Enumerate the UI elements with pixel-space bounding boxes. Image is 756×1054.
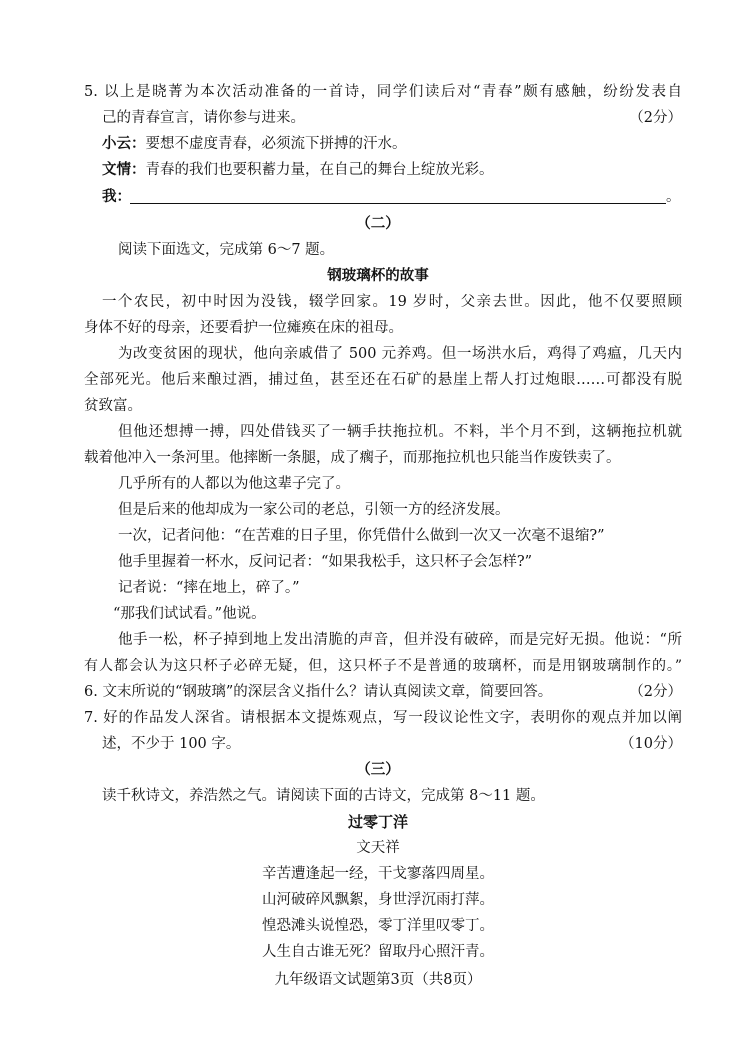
q7b: 述，不少于 100 字。	[102, 736, 241, 752]
article-title: 钢玻璃杯的故事	[327, 268, 429, 284]
poem-line: 惶恐滩头说惶恐，零丁洋里叹零丁。	[262, 918, 494, 934]
p3b: 载着他冲入一条河里。他摔断一条腿，成了瘸子，而那拖拉机也只能当作废铁卖了。	[84, 450, 621, 466]
q6: 6. 文末所说的“钢玻璃”的深层含义指什么？请认真阅读文章，简要回答。	[84, 684, 553, 700]
q5-xiaoyun	[102, 134, 407, 154]
p9: “那我们试试看。”他说。	[113, 606, 266, 622]
section3-heading: （三）	[356, 762, 400, 778]
p10a: 他手一松，杯子掉到地上发出清脆的声音，但并没有破碎，而是完好无损。他说：“所	[118, 632, 682, 648]
p2c: 贫致富。	[84, 398, 142, 414]
wenqing-text: 青春的我们也要积蓄力量，在自己的舞台上绽放光彩。	[145, 162, 494, 178]
poem-line: 辛苦遭逢起一经，干戈寥落四周星。	[262, 866, 494, 882]
me-end: 。	[666, 189, 681, 205]
q6-score: （2分）	[629, 684, 682, 700]
me-label: 我：	[102, 189, 131, 205]
p5: 但是后来的他却成为一家公司的老总，引领一方的经济发展。	[118, 502, 510, 518]
p6: 一次，记者问他：“在苦难的日子里，你凭借什么做到一次又一次毫不退缩?”	[118, 528, 605, 544]
p1b: 身体不好的母亲，还要看护一位瘫痪在床的祖母。	[84, 320, 403, 336]
section2-heading: （二）	[356, 216, 400, 232]
q5-wenqing	[102, 160, 494, 180]
p8: 记者说：“摔在地上，碎了。”	[118, 580, 300, 596]
poem-line: 人生自古谁无死？留取丹心照汗青。	[262, 944, 494, 960]
p3a: 但他还想搏一搏，四处借钱买了一辆手扶拖拉机。不料，半个月不到，这辆拖拉机就	[118, 424, 682, 440]
p2a: 为改变贫困的现状，他向亲戚借了 500 元养鸡。但一场洪水后，鸡得了鸡瘟，几天内	[118, 346, 682, 362]
poem-title: 过零丁洋	[347, 813, 408, 831]
q5-score: （2分）	[629, 110, 682, 126]
p10b: 有人都会认为这只杯子必碎无疑，但，这只杯子不是普通的玻璃杯，而是用钢玻璃制作的。”	[84, 658, 682, 674]
q7-score: （10分）	[620, 736, 682, 752]
section2-instruction: 阅读下面选文，完成第 6～7 题。	[118, 242, 335, 258]
poem-line: 山河破碎风飘絮，身世浮沉雨打萍。	[262, 892, 494, 908]
poem-author: 文天祥	[356, 840, 400, 856]
p2b: 全部死光。他后来酿过酒，捕过鱼，甚至还在石矿的悬崖上帮人打过炮眼……可都没有脱	[84, 372, 682, 388]
p7: 他手里握着一杯水，反问记者：“如果我松手，这只杯子会怎样?”	[118, 554, 533, 570]
q5-line2: 己的青春宣言，请你参与进来。	[102, 110, 305, 126]
wenqing-label: 文情：	[102, 162, 146, 178]
xiaoyun-label: 小云：	[102, 136, 146, 152]
p4: 几乎所有的人都以为他这辈子完了。	[118, 476, 350, 492]
answer-blank[interactable]	[130, 203, 666, 204]
p1a: 一个农民，初中时因为没钱，辍学回家。19 岁时，父亲去世。因此，他不仅要照顾	[102, 294, 682, 310]
page-footer: 九年级语文试题第3页（共8页）	[274, 972, 482, 988]
section3-instruction: 读千秋诗文，养浩然之气。请阅读下面的古诗文，完成第 8～11 题。	[102, 788, 545, 804]
q5-line1: 5. 以上是晓菁为本次活动准备的一首诗，同学们读后对“青春”颇有感触，纷纷发表自	[84, 84, 682, 100]
xiaoyun-text: 要想不虚度青春，必须流下拼搏的汗水。	[145, 136, 407, 152]
q7a: 7. 好的作品发人深省。请根据本文提炼观点，写一段议论性文字，表明你的观点并加以阐	[84, 710, 682, 726]
